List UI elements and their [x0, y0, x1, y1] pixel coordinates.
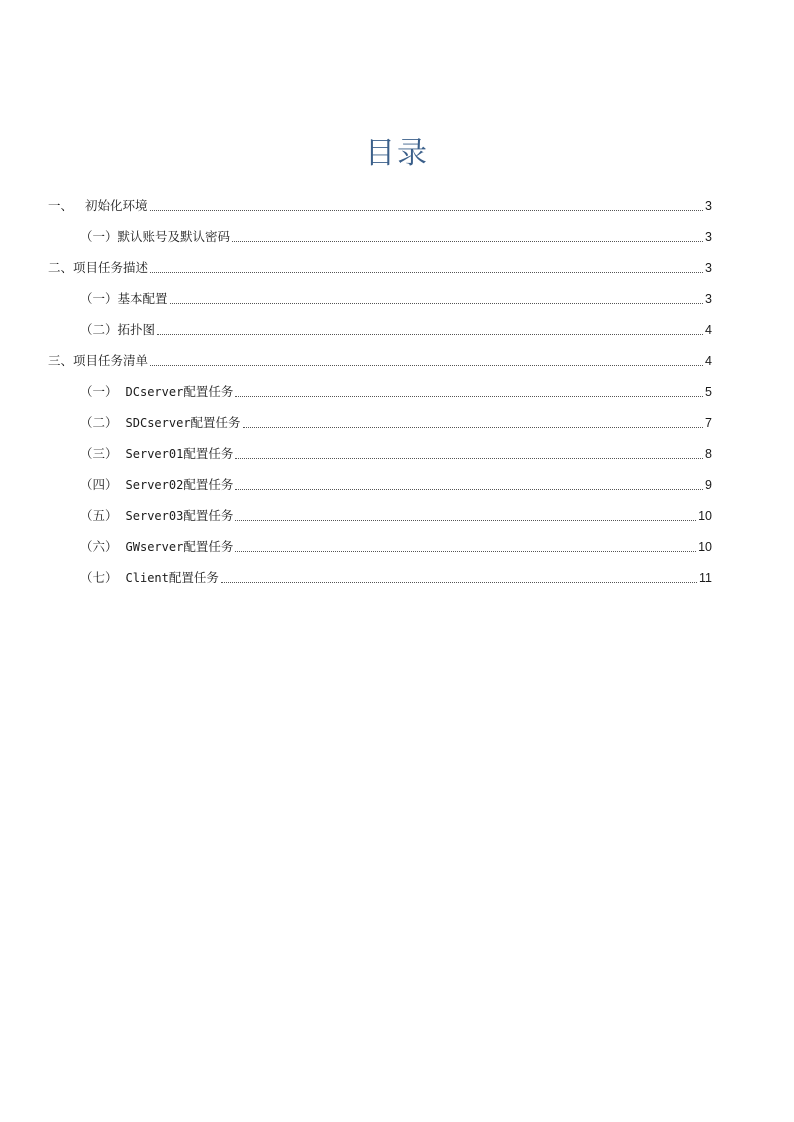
toc-entry-text: 配置任务 — [183, 384, 234, 399]
toc-entry[interactable] — [80, 318, 712, 340]
dot-leader — [235, 396, 703, 397]
toc-entry-text: 基本配置 — [117, 291, 168, 306]
toc-entry-text: 项目任务清单 — [73, 353, 149, 368]
toc-entry-prefix: （一） — [80, 291, 118, 306]
toc-entry-page: 3 — [705, 292, 712, 306]
toc-entry-prefix: （五） — [80, 508, 118, 523]
toc-entry[interactable] — [80, 473, 712, 495]
toc-entry[interactable] — [80, 566, 712, 588]
dot-leader — [221, 582, 697, 583]
toc-entry-code: DCserver — [125, 385, 184, 399]
toc-entry-prefix: （二） — [80, 415, 118, 430]
dot-leader — [157, 334, 703, 335]
toc-entry[interactable] — [80, 287, 712, 309]
toc-entry-code: SDCserver — [125, 416, 191, 430]
toc-entry-prefix: （三） — [80, 446, 118, 461]
toc-entry-text: 默认账号及默认密码 — [117, 229, 231, 244]
toc-entry-page: 8 — [705, 447, 712, 461]
toc-entry-prefix: 三、 — [48, 353, 74, 368]
toc-entry[interactable] — [80, 504, 712, 526]
toc-entry-text: 初始化环境 — [85, 198, 148, 213]
dot-leader — [235, 520, 696, 521]
toc-entry[interactable] — [80, 411, 712, 433]
toc-entry[interactable] — [48, 256, 712, 278]
toc-entry-text: 配置任务 — [183, 539, 234, 554]
toc-entry[interactable] — [80, 380, 712, 402]
toc-entry-text: 项目任务描述 — [73, 260, 149, 275]
toc-entry[interactable] — [80, 225, 712, 247]
toc-entry-page: 11 — [699, 571, 712, 585]
toc-entry-prefix: （六） — [80, 539, 118, 554]
dot-leader — [235, 458, 703, 459]
dot-leader — [232, 241, 703, 242]
dot-leader — [170, 303, 704, 304]
toc-entry-text: 配置任务 — [183, 508, 234, 523]
toc-entry-page: 4 — [705, 323, 712, 337]
toc-entry-prefix: （一） — [80, 384, 118, 399]
toc-entry-page: 10 — [698, 509, 712, 523]
dot-leader — [235, 551, 696, 552]
toc-entry-page: 3 — [705, 230, 712, 244]
toc-entry-page: 7 — [705, 416, 712, 430]
dot-leader — [235, 489, 703, 490]
toc-entry-code: Client — [125, 571, 169, 585]
toc-entry-code: Server01 — [125, 447, 184, 461]
toc-entry-prefix: （二） — [80, 322, 118, 337]
toc-entry-text: 配置任务 — [168, 570, 219, 585]
toc-entry-page: 4 — [705, 354, 712, 368]
toc-entry-text: 配置任务 — [183, 477, 234, 492]
toc-entry-page: 9 — [705, 478, 712, 492]
toc-entry-page: 5 — [705, 385, 712, 399]
toc-entry-page: 3 — [705, 261, 712, 275]
toc-entry-text: 配置任务 — [183, 446, 234, 461]
toc-entry[interactable] — [48, 349, 712, 371]
dot-leader — [150, 272, 703, 273]
toc-entry[interactable] — [48, 194, 712, 216]
toc-entry-code: Server02 — [125, 478, 184, 492]
toc-entry-prefix: 二、 — [48, 260, 74, 275]
toc-entry-text: 拓扑图 — [117, 322, 156, 337]
toc-entry-prefix: （四） — [80, 477, 118, 492]
dot-leader — [243, 427, 703, 428]
toc-entry-page: 3 — [705, 199, 712, 213]
toc-entry-text: 配置任务 — [190, 415, 241, 430]
toc-entry-prefix: 一、 — [48, 198, 74, 213]
dot-leader — [150, 210, 704, 211]
toc-title: 目录 — [365, 136, 429, 171]
toc-entry-code: Server03 — [125, 509, 184, 523]
toc-entry-prefix: （一） — [80, 229, 118, 244]
toc-entry-code: GWserver — [125, 540, 184, 554]
toc-entry[interactable] — [80, 442, 712, 464]
toc-entry-prefix: （七） — [80, 570, 118, 585]
toc-entry[interactable] — [80, 535, 712, 557]
dot-leader — [150, 365, 703, 366]
toc-entry-page: 10 — [698, 540, 712, 554]
